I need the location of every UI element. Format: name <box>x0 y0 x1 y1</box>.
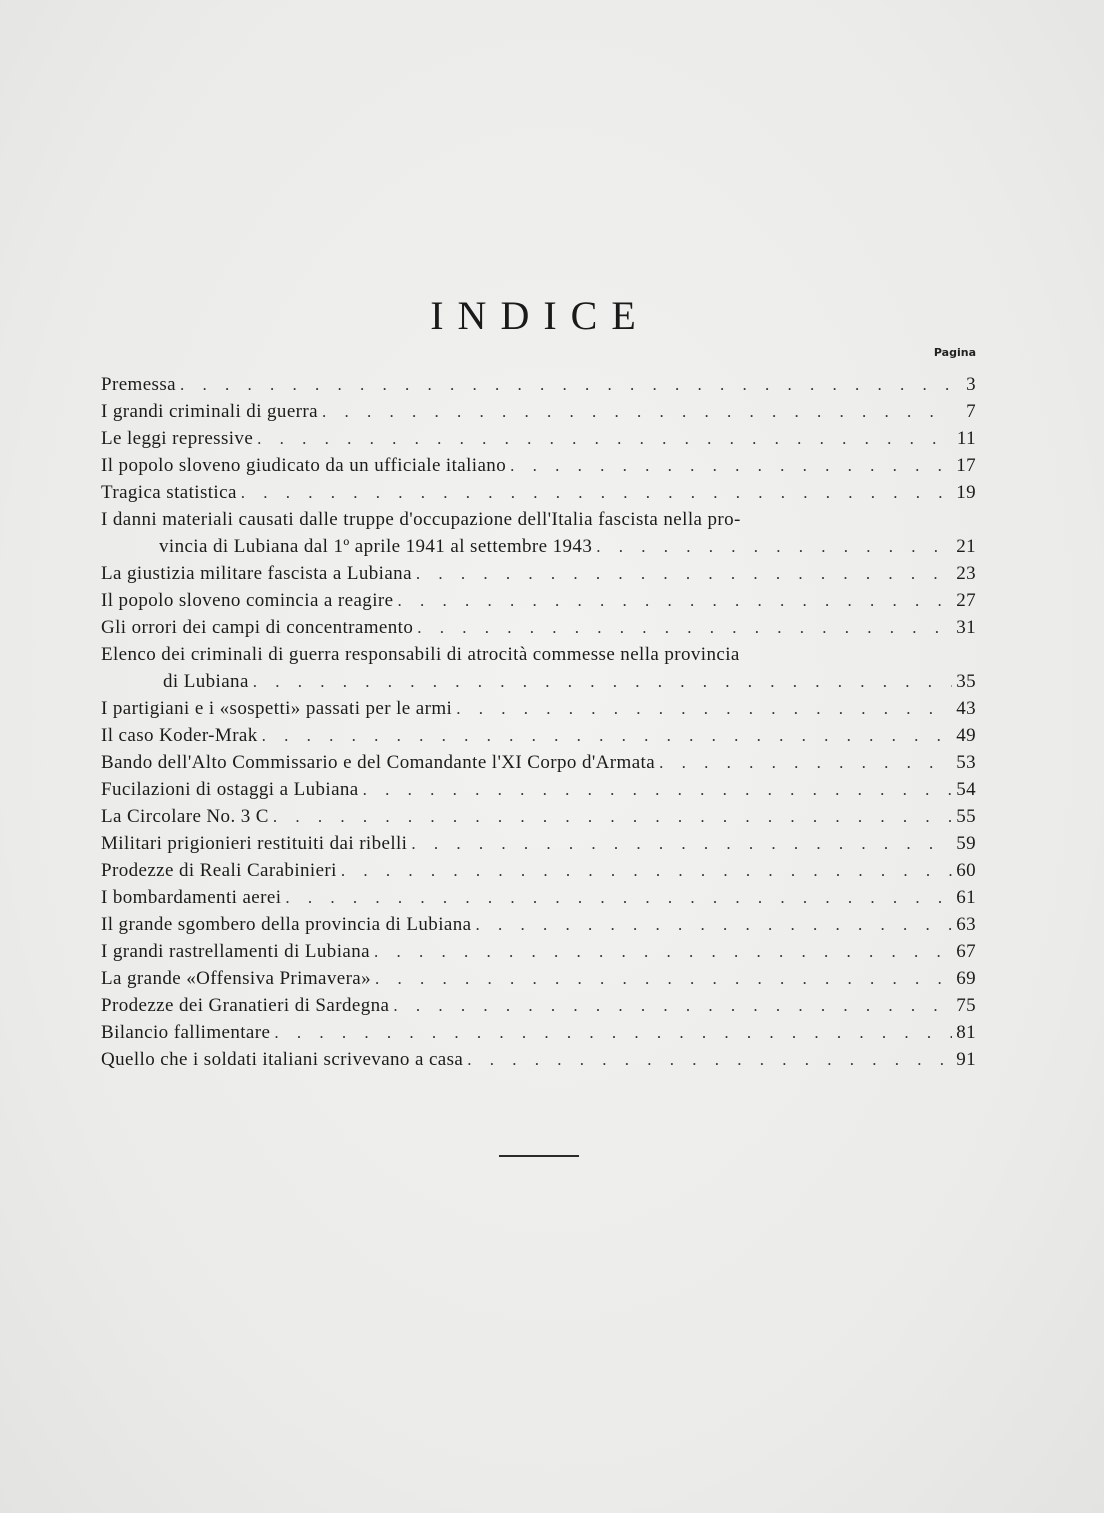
toc-entry-title: Militari prigionieri restituiti dai ribelli <box>101 833 408 854</box>
toc-entry-title: vincia di Lubiana dal 1º aprile 1941 al settembre 1943 <box>159 536 593 557</box>
toc-entry-page: 3 <box>966 374 976 395</box>
toc-entry-page: 67 <box>956 941 976 962</box>
toc-entry-title: Tragica statistica <box>101 482 237 503</box>
dot-leader <box>262 722 952 749</box>
toc-entry-page: 21 <box>956 536 976 557</box>
toc-entry-title-line1: Elenco dei criminali di guerra responsabili di atrocità commesse nella provincia <box>101 644 740 665</box>
dot-leader <box>180 371 952 398</box>
dot-leader <box>341 857 952 884</box>
toc-entry-title: Bilancio fallimentare <box>101 1022 271 1043</box>
toc-entry <box>101 749 976 776</box>
page-column-header: Pagina <box>933 346 976 359</box>
toc-entry-page: 7 <box>966 401 976 422</box>
toc-entry-title: La grande «Offensiva Primavera» <box>101 968 372 989</box>
dot-leader <box>393 992 952 1019</box>
toc-entry-page: 35 <box>956 671 976 692</box>
toc-entry-title: La Circolare No. 3 C <box>101 806 269 827</box>
toc-entry-title: Il popolo sloveno giudicato da un ufficiale italiano <box>101 455 507 476</box>
toc-entry-page: 91 <box>956 1049 976 1070</box>
dot-leader <box>510 452 952 479</box>
dot-leader <box>363 776 952 803</box>
toc-entry-title: Il caso Koder-Mrak <box>101 725 258 746</box>
dot-leader <box>274 1019 952 1046</box>
dot-leader <box>659 749 952 776</box>
dot-leader <box>397 587 952 614</box>
toc-entry-title-line1: I danni materiali causati dalle truppe d'occupazione dell'Italia fascista nella pro- <box>101 509 741 530</box>
dot-leader <box>375 965 952 992</box>
toc-entry-page: 63 <box>956 914 976 935</box>
toc-entry <box>101 965 976 992</box>
toc-entry-page: 59 <box>956 833 976 854</box>
toc-entry-page: 31 <box>956 617 976 638</box>
toc-entry <box>101 1019 976 1046</box>
toc-entry-page: 19 <box>956 482 976 503</box>
toc-entry <box>101 722 976 749</box>
toc-entry <box>101 587 976 614</box>
toc-entry-title: Il grande sgombero della provincia di Lubiana <box>101 914 472 935</box>
toc-entry <box>101 641 976 695</box>
toc-entry <box>101 857 976 884</box>
dot-leader <box>416 560 952 587</box>
end-rule-divider <box>499 1155 579 1157</box>
toc-entry <box>101 398 976 425</box>
toc-entry <box>101 506 976 560</box>
dot-leader <box>273 803 952 830</box>
toc-entry-title: I grandi criminali di guerra <box>101 401 318 422</box>
toc-entry-title: I bombardamenti aerei <box>101 887 282 908</box>
dot-leader <box>322 398 952 425</box>
toc-entry-title: di Lubiana <box>163 671 249 692</box>
toc-entry-page: 11 <box>956 428 976 449</box>
dot-leader <box>374 938 952 965</box>
dot-leader <box>241 479 952 506</box>
toc-entry-page: 49 <box>956 725 976 746</box>
toc-entry <box>101 830 976 857</box>
dot-leader <box>475 911 952 938</box>
toc-entry-page: 55 <box>956 806 976 827</box>
toc-entry-title: Fucilazioni di ostaggi a Lubiana <box>101 779 359 800</box>
dot-leader <box>253 668 952 695</box>
toc-entry-page: 54 <box>956 779 976 800</box>
toc-entry <box>101 560 976 587</box>
table-of-contents <box>101 371 976 1073</box>
toc-entry-page: 17 <box>956 455 976 476</box>
toc-entry <box>101 776 976 803</box>
toc-entry-title: Prodezze dei Granatieri di Sardegna <box>101 995 390 1016</box>
toc-entry-title: Prodezze di Reali Carabinieri <box>101 860 337 881</box>
toc-entry <box>101 425 976 452</box>
dot-leader <box>417 614 952 641</box>
toc-entry-page: 61 <box>956 887 976 908</box>
page-title: INDICE <box>430 293 650 338</box>
toc-entry-page: 75 <box>956 995 976 1016</box>
dot-leader <box>467 1046 952 1073</box>
toc-entry-title: Quello che i soldati italiani scrivevano a casa <box>101 1049 464 1070</box>
toc-entry-title: Bando dell'Alto Commissario e del Comandante l'XI Corpo d'Armata <box>101 752 656 773</box>
toc-entry <box>101 938 976 965</box>
dot-leader <box>257 425 952 452</box>
toc-entry-page: 23 <box>956 563 976 584</box>
toc-entry-title: Le leggi repressive <box>101 428 254 449</box>
toc-entry-page: 27 <box>956 590 976 611</box>
toc-entry-title: Gli orrori dei campi di concentramento <box>101 617 414 638</box>
dot-leader <box>596 533 952 560</box>
toc-entry <box>101 911 976 938</box>
toc-entry <box>101 371 976 398</box>
toc-entry <box>101 803 976 830</box>
toc-entry-title: I partigiani e i «sospetti» passati per le armi <box>101 698 453 719</box>
toc-entry-page: 69 <box>956 968 976 989</box>
toc-entry <box>101 992 976 1019</box>
toc-entry-page: 43 <box>956 698 976 719</box>
dot-leader <box>411 830 952 857</box>
toc-entry-title: I grandi rastrellamenti di Lubiana <box>101 941 370 962</box>
dot-leader <box>456 695 952 722</box>
toc-entry <box>101 452 976 479</box>
toc-entry <box>101 1046 976 1073</box>
toc-entry-page: 53 <box>956 752 976 773</box>
toc-entry <box>101 884 976 911</box>
toc-entry-title: Premessa <box>101 374 176 395</box>
toc-entry-title: La giustizia militare fascista a Lubiana <box>101 563 412 584</box>
toc-entry-title: Il popolo sloveno comincia a reagire <box>101 590 394 611</box>
toc-entry <box>101 479 976 506</box>
toc-entry-page: 60 <box>956 860 976 881</box>
toc-entry <box>101 695 976 722</box>
dot-leader <box>285 884 952 911</box>
toc-entry <box>101 614 976 641</box>
toc-entry-page: 81 <box>956 1022 976 1043</box>
